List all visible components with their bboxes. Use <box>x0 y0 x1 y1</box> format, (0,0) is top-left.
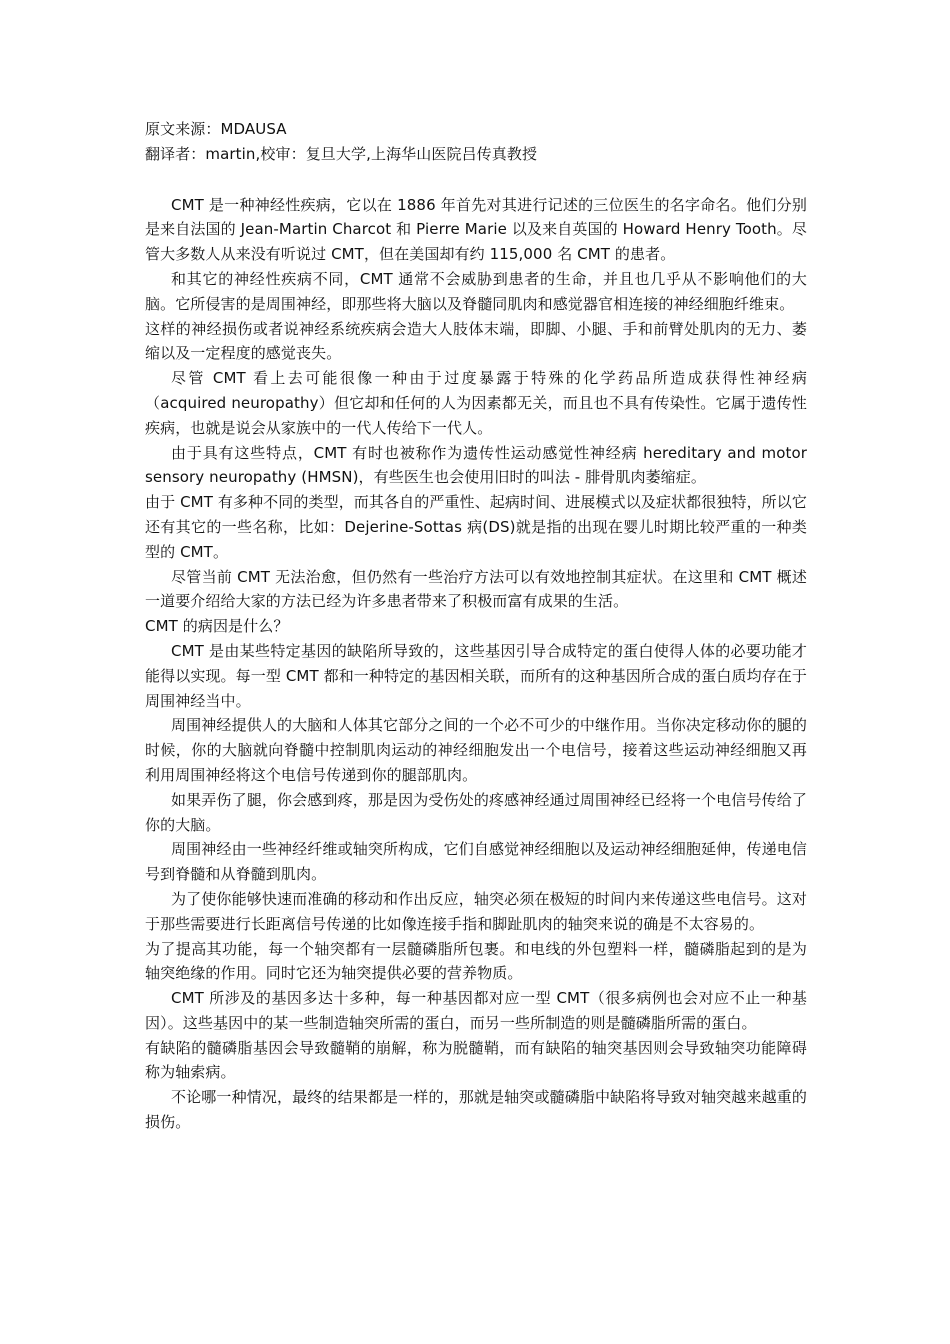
section-heading: CMT 的病因是什么？ <box>145 617 289 636</box>
paragraph: 为了提高其功能，每一个轴突都有一层髓磷脂所包裹。和电线的外包塑料一样，髓磷脂起到的是为轴突绝缘的作用。同时它还为轴突提供必要的营养物质。 <box>145 939 807 983</box>
translator-line: 翻译者：martin,校审：复旦大学,上海华山医院吕传真教授 <box>145 144 538 163</box>
source-line: 原文来源：MDAUSA <box>145 120 287 138</box>
paragraph: 尽管 CMT 看上去可能很像一种由于过度暴露于特殊的化学药品所造成获得性神经病（acquired neuropathy）但它却和任何的人为因素都无关，而且也不具有传染性。它属于遗传性疾病，也就是说会从家族中的一代人传给下一代人。 <box>145 369 807 437</box>
paragraph: 周围神经提供人的大脑和人体其它部分之间的一个必不可少的中继作用。当你决定移动你的腿的时候，你的大脑就向脊髓中控制肌肉运动的神经细胞发出一个电信号，接着这些运动神经细胞又再利用周围神经将这个电信号传递到你的腿部肌肉。 <box>145 716 807 784</box>
paragraph: 尽管当前 CMT 无法治愈，但仍然有一些治疗方法可以有效地控制其症状。在这里和 CMT 概述一道要介绍给大家的方法已经为许多患者带来了积极而富有成果的生活。 <box>145 567 807 611</box>
paragraph: 由于具有这些特点，CMT 有时也被称作为遗传性运动感觉性神经病 hereditary and motor sensory neuropathy (HMSN)，有些医生也会使用旧时的叫法 - 腓骨肌肉萎缩症。 <box>145 443 807 487</box>
paragraph: 和其它的神经性疾病不同，CMT 通常不会威胁到患者的生命，并且也几乎从不影响他们的大脑。它所侵害的是周围神经，即那些将大脑以及脊髓同肌肉和感觉器官相连接的神经细胞纤维束。 <box>145 269 807 313</box>
paragraph: CMT 所涉及的基因多达十多种，每一种基因都对应一型 CMT（很多病例也会对应不止一种基因）。这些基因中的某一些制造轴突所需的蛋白，而另一些所制造的则是髓磷脂所需的蛋白。 <box>145 989 807 1032</box>
paragraph: CMT 是一种神经性疾病，它以在 1886 年首先对其进行记述的三位医生的名字命名。他们分别是来自法国的 Jean-Martin Charcot 和 Pierre Marie 以及来自英国的 Howard Henry Tooth。尽管大多数人从来没有听说过 CMT，但在美国却有约 115,000 名 CMT 的患者。 <box>145 195 807 264</box>
paragraph: 不论哪一种情况，最终的结果都是一样的，那就是轴突或髓磷脂中缺陷将导致对轴突越来越重的损伤。 <box>145 1088 807 1132</box>
document-page <box>145 117 807 1135</box>
paragraph: 由于 CMT 有多种不同的类型，而其各自的严重性、起病时间、进展模式以及症状都很独特，所以它还有其它的一些名称，比如：Dejerine-Sottas 病(DS)就是指的出现在婴儿时期比较严重的一种类型的 CMT。 <box>145 493 807 561</box>
paragraph: 周围神经由一些神经纤维或轴突所构成，它们自感觉神经细胞以及运动神经细胞延伸，传递电信号到脊髓和从脊髓到肌肉。 <box>145 840 807 884</box>
paragraph: 这样的神经损伤或者说神经系统疾病会造大人肢体末端，即脚、小腿、手和前臂处肌肉的无力、萎缩以及一定程度的感觉丧失。 <box>145 319 807 363</box>
paragraph: 有缺陷的髓磷脂基因会导致髓鞘的崩解，称为脱髓鞘，而有缺陷的轴突基因则会导致轴突功能障碍称为轴索病。 <box>145 1038 807 1082</box>
paragraph: 为了使你能够快速而准确的移动和作出反应，轴突必须在极短的时间内来传递这些电信号。这对于那些需要进行长距离信号传递的比如像连接手指和脚趾肌肉的轴突来说的确是不太容易的。 <box>145 889 807 933</box>
paragraph: 如果弄伤了腿，你会感到疼，那是因为受伤处的疼感神经通过周围神经已经将一个电信号传给了你的大脑。 <box>145 790 807 834</box>
paragraph: CMT 是由某些特定基因的缺陷所导致的，这些基因引导合成特定的蛋白使得人体的必要功能才能得以实现。每一型 CMT 都和一种特定的基因相关联，而所有的这种基因所合成的蛋白质均存在于周围神经当中。 <box>145 641 807 710</box>
spacer <box>145 167 807 193</box>
